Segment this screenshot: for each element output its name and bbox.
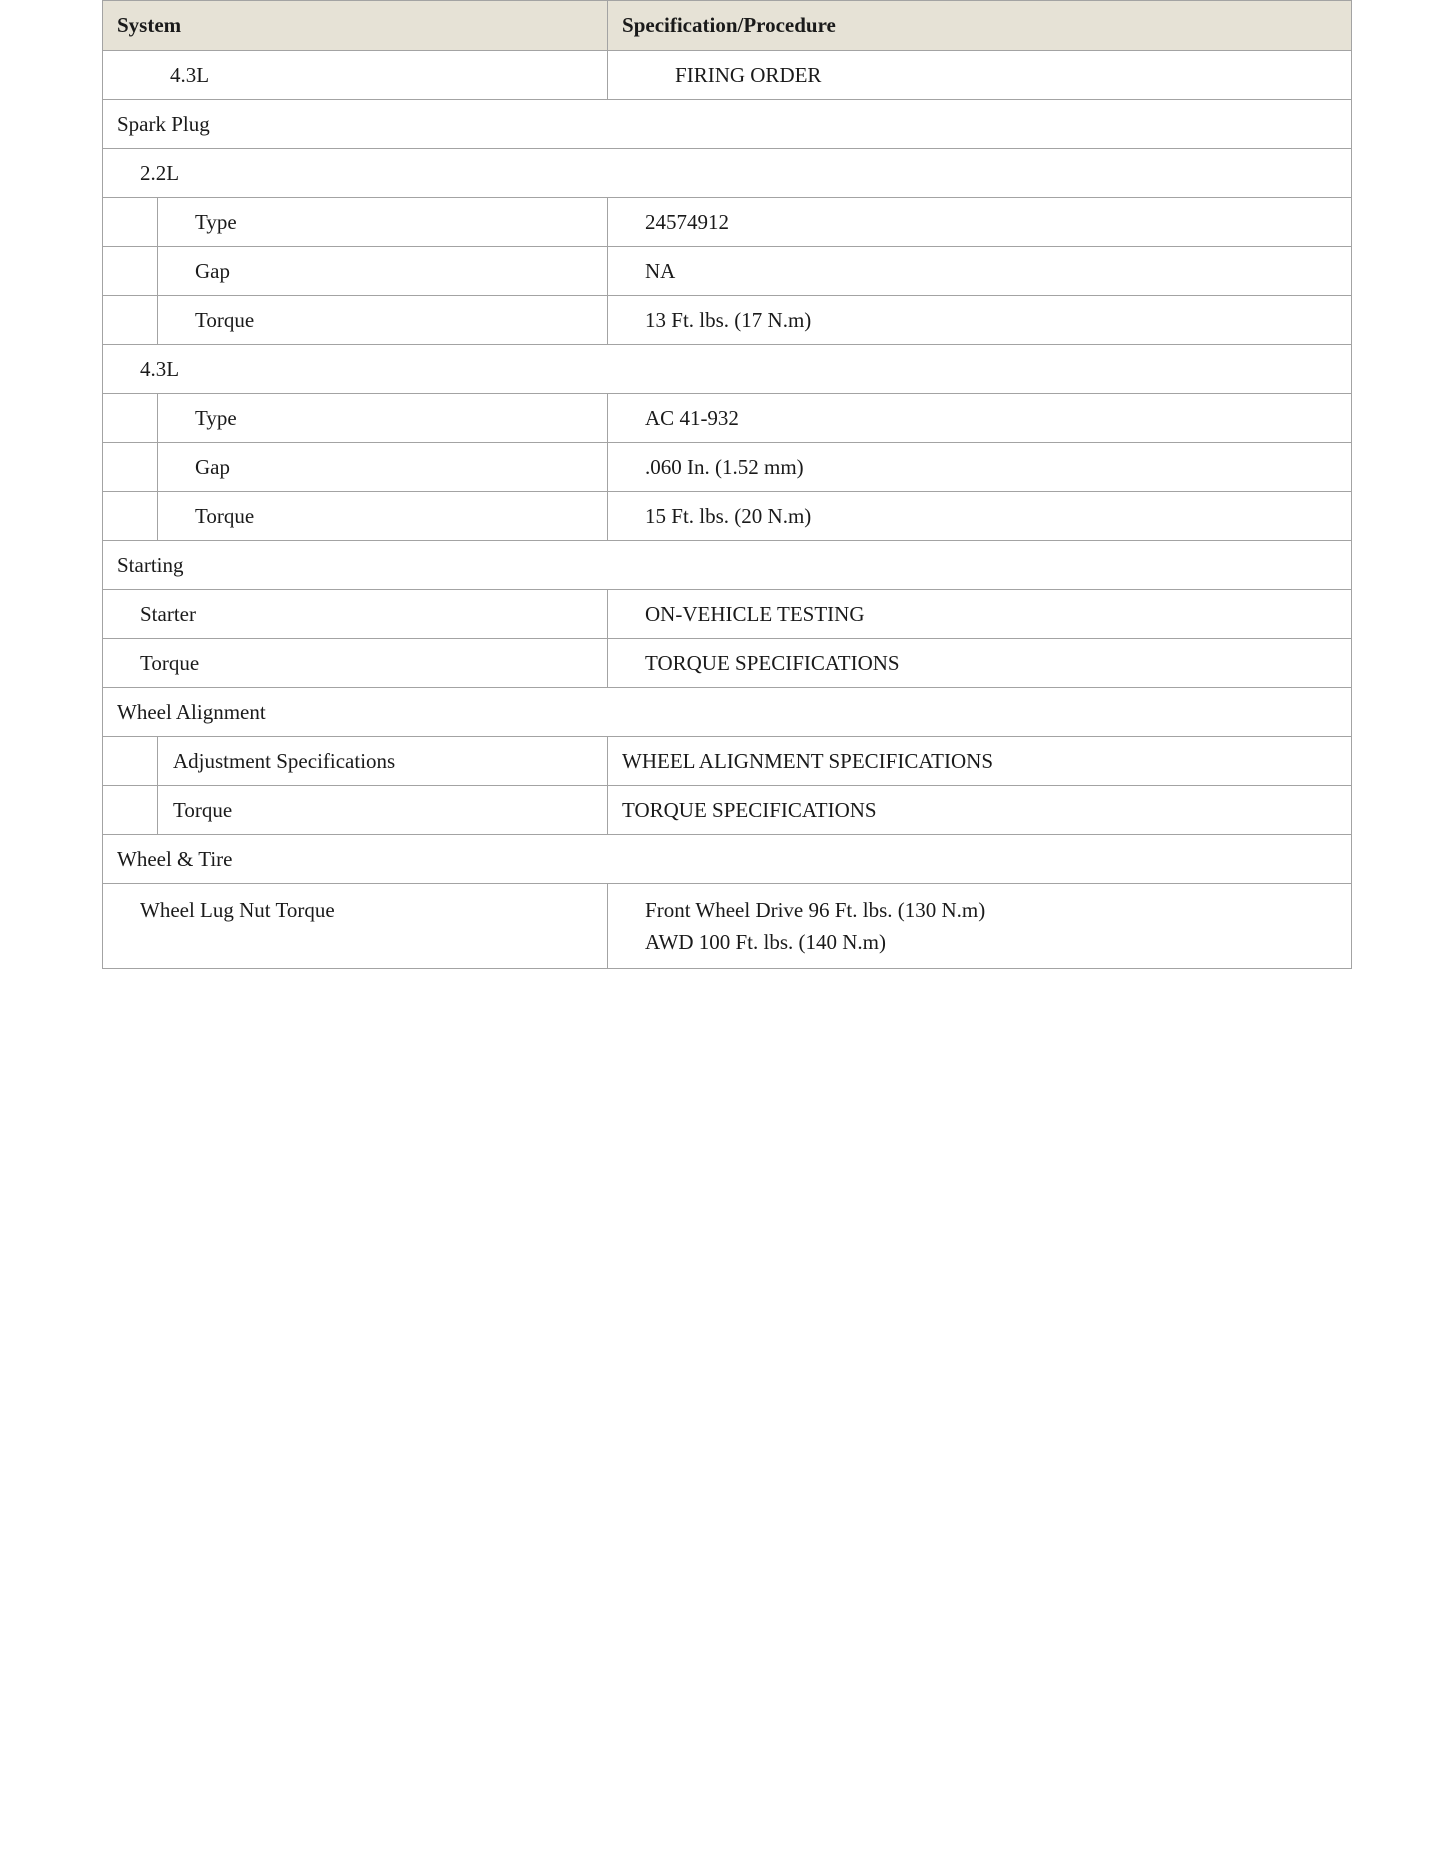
wheel-alignment-specifications-link[interactable]: WHEEL ALIGNMENT SPECIFICATIONS	[608, 737, 1352, 786]
section-title: Spark Plug	[103, 100, 1352, 149]
row-value: .060 In. (1.52 mm)	[608, 443, 1352, 492]
header-specification: Specification/Procedure	[608, 1, 1352, 51]
torque-specifications-link[interactable]: TORQUE SPECIFICATIONS	[608, 786, 1352, 835]
table-row	[103, 51, 1352, 100]
section-title: Starting	[103, 541, 1352, 590]
row-value: 15 Ft. lbs. (20 N.m)	[608, 492, 1352, 541]
row-value: 13 Ft. lbs. (17 N.m)	[608, 296, 1352, 345]
section-row-starting	[103, 541, 1352, 590]
section-title: Wheel & Tire	[103, 835, 1352, 884]
specification-table	[102, 0, 1352, 969]
table-row	[103, 884, 1352, 969]
row-label: Type	[158, 394, 608, 443]
firing-order-label: 4.3L	[103, 51, 608, 100]
table-row	[103, 394, 1352, 443]
section-row-wheel-tire	[103, 835, 1352, 884]
row-value: 24574912	[608, 198, 1352, 247]
table-row	[103, 443, 1352, 492]
row-value: AC 41-932	[608, 394, 1352, 443]
table-row	[103, 590, 1352, 639]
row-label: Wheel Lug Nut Torque	[103, 884, 608, 969]
row-label: Torque	[158, 492, 608, 541]
indent-cell	[103, 296, 158, 345]
row-value	[608, 884, 1352, 969]
table-row	[103, 639, 1352, 688]
row-label: Torque	[158, 296, 608, 345]
indent-cell	[103, 443, 158, 492]
table-row	[103, 492, 1352, 541]
value-line: Front Wheel Drive 96 Ft. lbs. (130 N.m)	[645, 898, 986, 922]
header-system: System	[103, 1, 608, 51]
firing-order-link[interactable]: FIRING ORDER	[608, 51, 1352, 100]
subsection-row-2-2l	[103, 149, 1352, 198]
on-vehicle-testing-link[interactable]: ON-VEHICLE TESTING	[608, 590, 1352, 639]
indent-cell	[103, 198, 158, 247]
row-label: Gap	[158, 443, 608, 492]
indent-cell	[103, 247, 158, 296]
table-row	[103, 296, 1352, 345]
subsection-title: 4.3L	[103, 345, 1352, 394]
table-row	[103, 198, 1352, 247]
table-header-row	[103, 1, 1352, 51]
section-row-wheel-alignment	[103, 688, 1352, 737]
subsection-title: 2.2L	[103, 149, 1352, 198]
subsection-row-4-3l	[103, 345, 1352, 394]
row-label: Adjustment Specifications	[158, 737, 608, 786]
row-value: NA	[608, 247, 1352, 296]
section-title: Wheel Alignment	[103, 688, 1352, 737]
indent-cell	[103, 737, 158, 786]
row-label: Gap	[158, 247, 608, 296]
table-row	[103, 786, 1352, 835]
row-label: Torque	[103, 639, 608, 688]
torque-specifications-link[interactable]: TORQUE SPECIFICATIONS	[608, 639, 1352, 688]
section-row-spark-plug	[103, 100, 1352, 149]
indent-cell	[103, 492, 158, 541]
row-label: Type	[158, 198, 608, 247]
table-row	[103, 247, 1352, 296]
value-line: AWD 100 Ft. lbs. (140 N.m)	[645, 930, 886, 954]
indent-cell	[103, 786, 158, 835]
row-label: Torque	[158, 786, 608, 835]
table-row	[103, 737, 1352, 786]
row-label: Starter	[103, 590, 608, 639]
indent-cell	[103, 394, 158, 443]
